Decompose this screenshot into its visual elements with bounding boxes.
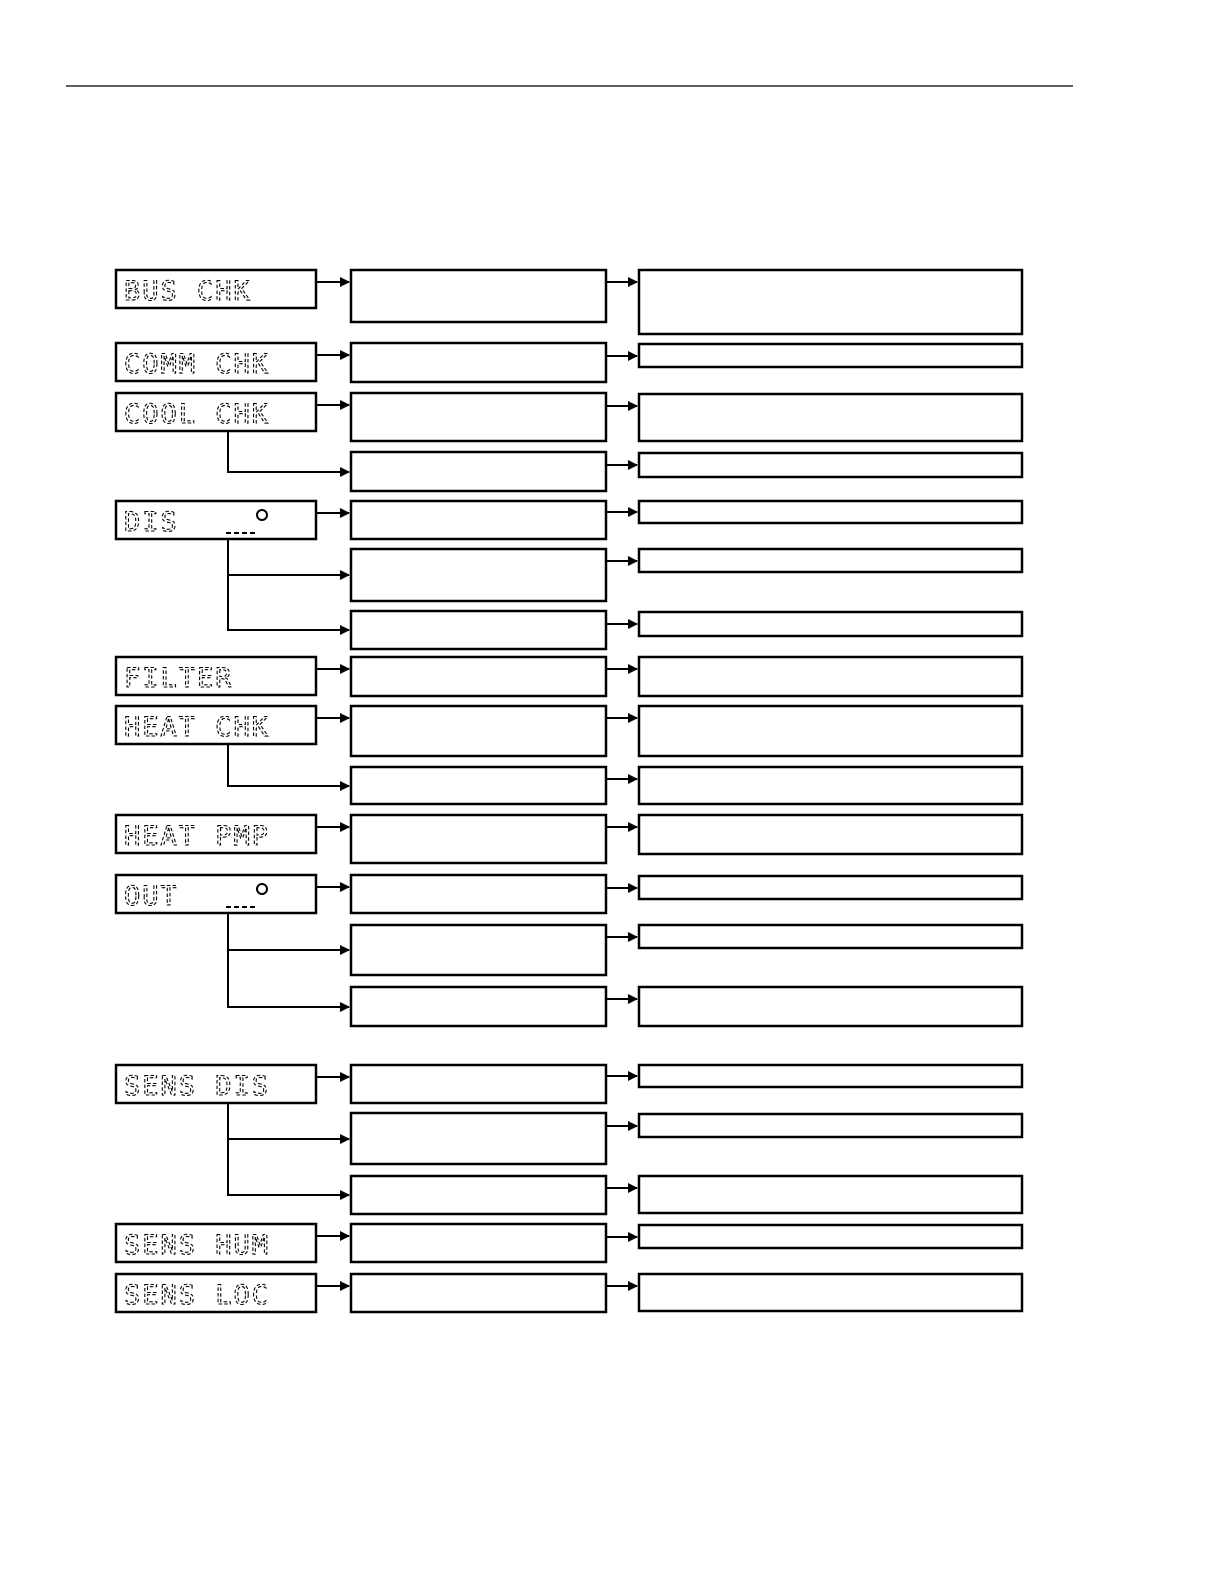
cause-box <box>351 1274 606 1312</box>
lcd-node-bus-chk <box>116 270 316 308</box>
branch-arrow-to-cause <box>228 539 349 630</box>
lcd-node-comm-chk <box>116 343 316 381</box>
action-box <box>639 344 1022 367</box>
cause-box <box>351 875 606 913</box>
branch-arrow-to-cause <box>228 913 349 1007</box>
cause-box <box>351 815 606 863</box>
action-box <box>639 1225 1022 1248</box>
cause-box <box>351 549 606 601</box>
lcd-node-sens-hum <box>116 1224 316 1262</box>
action-box <box>639 1274 1022 1311</box>
lcd-display-text: SENS DIS <box>124 1071 271 1102</box>
cause-box <box>351 1065 606 1103</box>
cause-box <box>351 706 606 756</box>
action-box <box>639 270 1022 334</box>
lcd-display-text: HEAT PMP <box>124 821 271 852</box>
lcd-display-text: HEAT CHK <box>124 712 271 743</box>
cause-box <box>351 657 606 696</box>
lcd-node-sens-loc <box>116 1274 316 1312</box>
action-box <box>639 815 1022 854</box>
action-box <box>639 925 1022 948</box>
action-box <box>639 612 1022 636</box>
lcd-node-heat-chk <box>116 706 316 744</box>
lcd-display-text: COOL CHK <box>124 399 271 430</box>
lcd-display-text: FILTER <box>124 663 234 694</box>
action-box <box>639 549 1022 572</box>
cause-box <box>351 343 606 382</box>
cause-box <box>351 925 606 975</box>
lcd-node-filter <box>116 657 316 695</box>
cause-box <box>351 1113 606 1164</box>
lcd-display-text: DIS <box>124 507 179 538</box>
lcd-display-text: SENS HUM <box>124 1230 271 1261</box>
cause-box <box>351 501 606 539</box>
action-box <box>639 1114 1022 1137</box>
lcd-node-cool-chk <box>116 393 316 431</box>
branch-arrow-to-cause <box>228 1103 349 1139</box>
lcd-display-text: SENS LOC <box>124 1280 271 1311</box>
action-box <box>639 1065 1022 1087</box>
action-box <box>639 394 1022 441</box>
cause-box <box>351 987 606 1026</box>
cause-box <box>351 611 606 649</box>
action-box <box>639 767 1022 804</box>
cause-box <box>351 767 606 804</box>
action-box <box>639 1176 1022 1213</box>
lcd-node-sens-dis <box>116 1065 316 1103</box>
lcd-display-text: OUT <box>124 881 179 912</box>
action-box <box>639 876 1022 899</box>
action-box <box>639 657 1022 696</box>
cause-box <box>351 452 606 491</box>
lcd-display-text: COMM CHK <box>124 349 271 380</box>
branch-arrow-to-cause <box>228 1103 349 1195</box>
branch-arrow-to-cause <box>228 913 349 950</box>
cause-box <box>351 270 606 322</box>
action-box <box>639 453 1022 477</box>
lcd-display-text: BUS CHK <box>124 276 252 307</box>
action-box <box>639 987 1022 1026</box>
lcd-node-out-temp <box>116 875 316 913</box>
lcd-node-heat-pmp <box>116 815 316 853</box>
cause-box <box>351 1176 606 1214</box>
cause-box <box>351 393 606 441</box>
lcd-node-dis-temp <box>116 501 316 539</box>
branch-arrow-to-cause <box>228 431 349 472</box>
cause-box <box>351 1224 606 1262</box>
branch-arrow-to-cause <box>228 539 349 575</box>
action-box <box>639 706 1022 756</box>
branch-arrow-to-cause <box>228 744 349 786</box>
action-box <box>639 501 1022 523</box>
